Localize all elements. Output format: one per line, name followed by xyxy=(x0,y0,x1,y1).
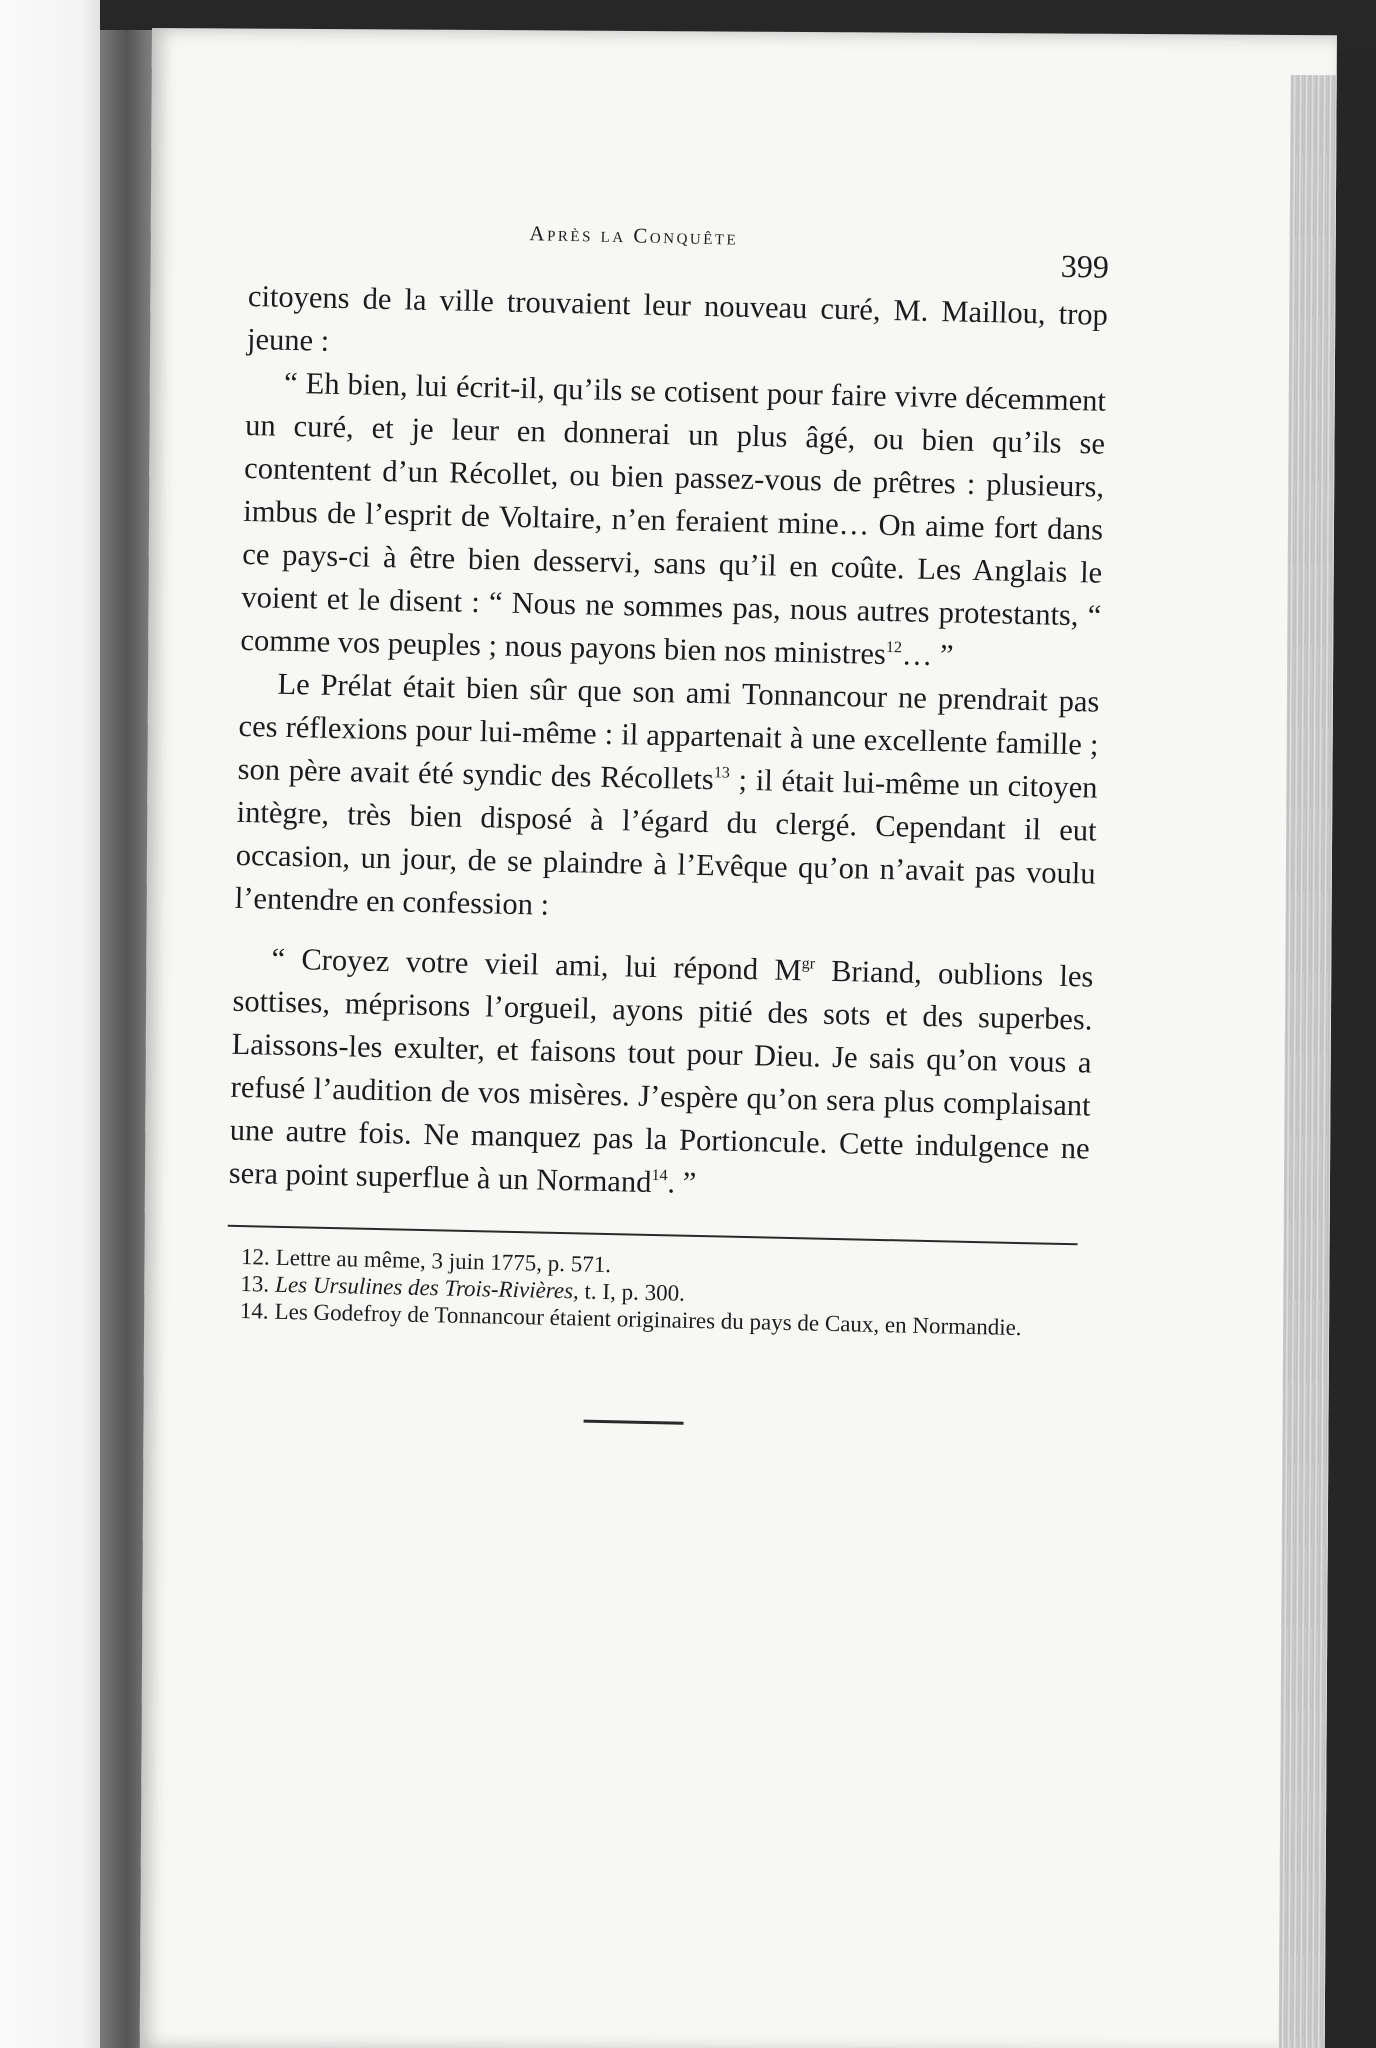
footnote-text: Les Godefroy de Tonnancour étaient originaires du pays de Caux, en Normandie. xyxy=(274,1298,1022,1341)
footnote-number: 12. xyxy=(240,1244,271,1270)
footnote-number: 14. xyxy=(239,1298,269,1324)
footnote-ref-14: 14 xyxy=(651,1166,668,1185)
footnotes xyxy=(226,1243,1088,1343)
running-title: Après la Conquête xyxy=(529,221,739,250)
paragraph-1: citoyens de la ville trouvaient leur nouveau curé, M. Maillou, trop jeune : xyxy=(246,278,1109,358)
footnote-number: 13. xyxy=(240,1271,270,1297)
page-content xyxy=(224,205,1110,1433)
page-edges xyxy=(1278,75,1336,2048)
page-number: 399 xyxy=(1060,247,1110,285)
paragraph-2 xyxy=(240,361,1106,681)
paragraph-4-tail: . ” xyxy=(667,1165,697,1200)
paragraph-2-text: “ Eh bien, lui écrit-il, qu’ils se cotisent pour faire vivre décemment un curé, et je leur en donnerai un plus âgé, ou bien qu’ils se contentent d’un Récollet, ou bien passez-vous de prêtres : plusieurs, imbus de l’esprit de Voltaire, n’en feraient mine… On aime fort dans ce pays-ci à être bien desservi, sans qu’il en coûte. Les Anglais le voient et le disent : “ Nous ne sommes pas, nous autres protestants, “ comme vos peuples ; nous payons bien nos ministres xyxy=(240,365,1107,671)
paragraph-3-tail: ; il était lui-même un citoyen intègre, très bien disposé à l’égard du clergé. Cependant il eut occasion, un jour, de se plaindre à l’Evêque qu’on n’avait pas voulu l’entendre en confession : xyxy=(234,762,1098,922)
paragraph-4-text: Briand, oublions les sottises, méprisons l’orgueil, ayons pitié des sots et des superbes. Laissons-les exulter, et faisons tout pour Dieu. Je sais qu’on vous a refusé l’audition de vos misères. J’espère qu’on sera plus complaisant une autre fois. Ne manquez pas la Portioncule. Cette indulgence ne sera point superflue à un Normand xyxy=(228,953,1094,1199)
paragraph-2-tail: … ” xyxy=(901,637,954,673)
footnote-ref-13: 13 xyxy=(713,764,731,782)
paragraph-4 xyxy=(228,937,1093,1214)
footnote-rule xyxy=(228,1225,1078,1246)
paragraph-3 xyxy=(234,662,1099,939)
footnote-text: Lettre au même, 3 juin 1775, p. 571. xyxy=(275,1244,612,1278)
footnote-title: Les Ursulines des Trois-Rivières, xyxy=(274,1271,580,1304)
footnote-ref-12: 12 xyxy=(885,638,903,657)
paragraph-4-head: “ Croyez votre vieil ami, lui répond M xyxy=(271,941,802,988)
paragraph-3-text: Le Prélat était bien sûr que son ami Tonnancour ne prendrait pas ces réflexions pour lui-même : il appartenait à une excellente famille ; son père avait été syndic des Récollets xyxy=(237,666,1100,797)
footnote-text: t. I, p. 300. xyxy=(578,1278,686,1306)
monseigneur-abbrev: gr xyxy=(801,955,816,973)
